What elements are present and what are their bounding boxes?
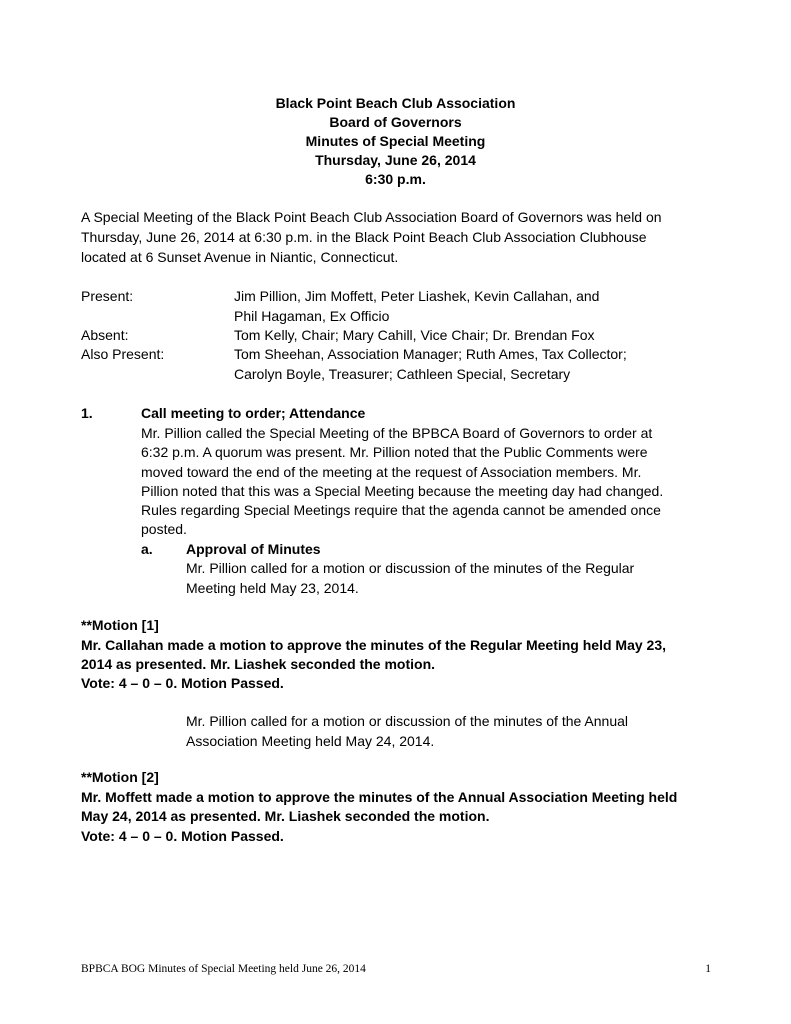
motion-text-line: May 24, 2014 as presented. Mr. Liashek seconded the motion.: [81, 808, 490, 824]
section-body-line: moved toward the end of the meeting at the request of Association members. Mr.: [141, 464, 642, 480]
subsection-body-line: Meeting held May 23, 2014.: [186, 580, 359, 596]
body-line: Mr. Pillion called for a motion or discussion of the minutes of the Annual: [186, 713, 629, 729]
attendance-label-present: Present:: [81, 288, 134, 304]
board-name: Board of Governors: [329, 114, 462, 130]
section-heading: Call meeting to order; Attendance: [141, 405, 366, 421]
meeting-time: 6:30 p.m.: [365, 171, 426, 187]
meeting-date: Thursday, June 26, 2014: [315, 152, 476, 168]
section-body-line: Mr. Pillion called the Special Meeting of the BPBCA Board of Governors to order at: [141, 425, 653, 441]
subsection-heading: Approval of Minutes: [186, 541, 321, 557]
attendance-also-present-line: Carolyn Boyle, Treasurer; Cathleen Special, Secretary: [234, 366, 571, 382]
motion-text-line: Mr. Callahan made a motion to approve the minutes of the Regular Meeting held May 23,: [81, 637, 666, 653]
attendance-present-line: Phil Hagaman, Ex Officio: [234, 308, 390, 324]
document-title: Minutes of Special Meeting: [305, 133, 486, 149]
section-body-line: 6:32 p.m. A quorum was present. Mr. Pillion noted that the Public Comments were: [141, 444, 648, 460]
footer-title: BPBCA BOG Minutes of Special Meeting held June 26, 2014: [81, 963, 366, 975]
attendance-also-present-line: Tom Sheehan, Association Manager; Ruth Ames, Tax Collector;: [234, 346, 627, 362]
title-block: [0, 94, 791, 189]
section-body-line: Rules regarding Special Meetings require that the agenda cannot be amended once: [141, 502, 661, 518]
section-body-line: Pillion noted that this was a Special Meeting because the meeting day had changed.: [141, 483, 664, 499]
section-body-line: posted.: [141, 521, 187, 537]
body-line: Association Meeting held May 24, 2014.: [186, 733, 435, 749]
attendance-label-absent: Absent:: [81, 327, 129, 343]
motion-vote: Vote: 4 – 0 – 0. Motion Passed.: [81, 675, 284, 691]
attendance-absent-line: Tom Kelly, Chair; Mary Cahill, Vice Chair; Dr. Brendan Fox: [234, 327, 595, 343]
section-number: 1.: [81, 405, 93, 421]
subsection-letter: a.: [141, 541, 153, 557]
attendance-present-line: Jim Pillion, Jim Moffett, Peter Liashek, Kevin Callahan, and: [234, 288, 600, 304]
attendance-label-also-present: Also Present:: [81, 346, 165, 362]
intro-line: Thursday, June 26, 2014 at 6:30 p.m. in the Black Point Beach Club Association Clubhouse: [81, 229, 647, 245]
intro-line: located at 6 Sunset Avenue in Niantic, Connecticut.: [81, 249, 399, 265]
org-name: Black Point Beach Club Association: [275, 95, 516, 111]
motion-text-line: Mr. Moffett made a motion to approve the minutes of the Annual Association Meeting held: [81, 789, 678, 805]
motion-label: **Motion [1]: [81, 617, 159, 633]
intro-line: A Special Meeting of the Black Point Beach Club Association Board of Governors was held on: [81, 209, 662, 225]
motion-vote: Vote: 4 – 0 – 0. Motion Passed.: [81, 828, 284, 844]
motion-text-line: 2014 as presented. Mr. Liashek seconded the motion.: [81, 656, 436, 672]
page-number: 1: [705, 963, 711, 975]
subsection-body-line: Mr. Pillion called for a motion or discussion of the minutes of the Regular: [186, 560, 635, 576]
motion-label: **Motion [2]: [81, 769, 159, 785]
